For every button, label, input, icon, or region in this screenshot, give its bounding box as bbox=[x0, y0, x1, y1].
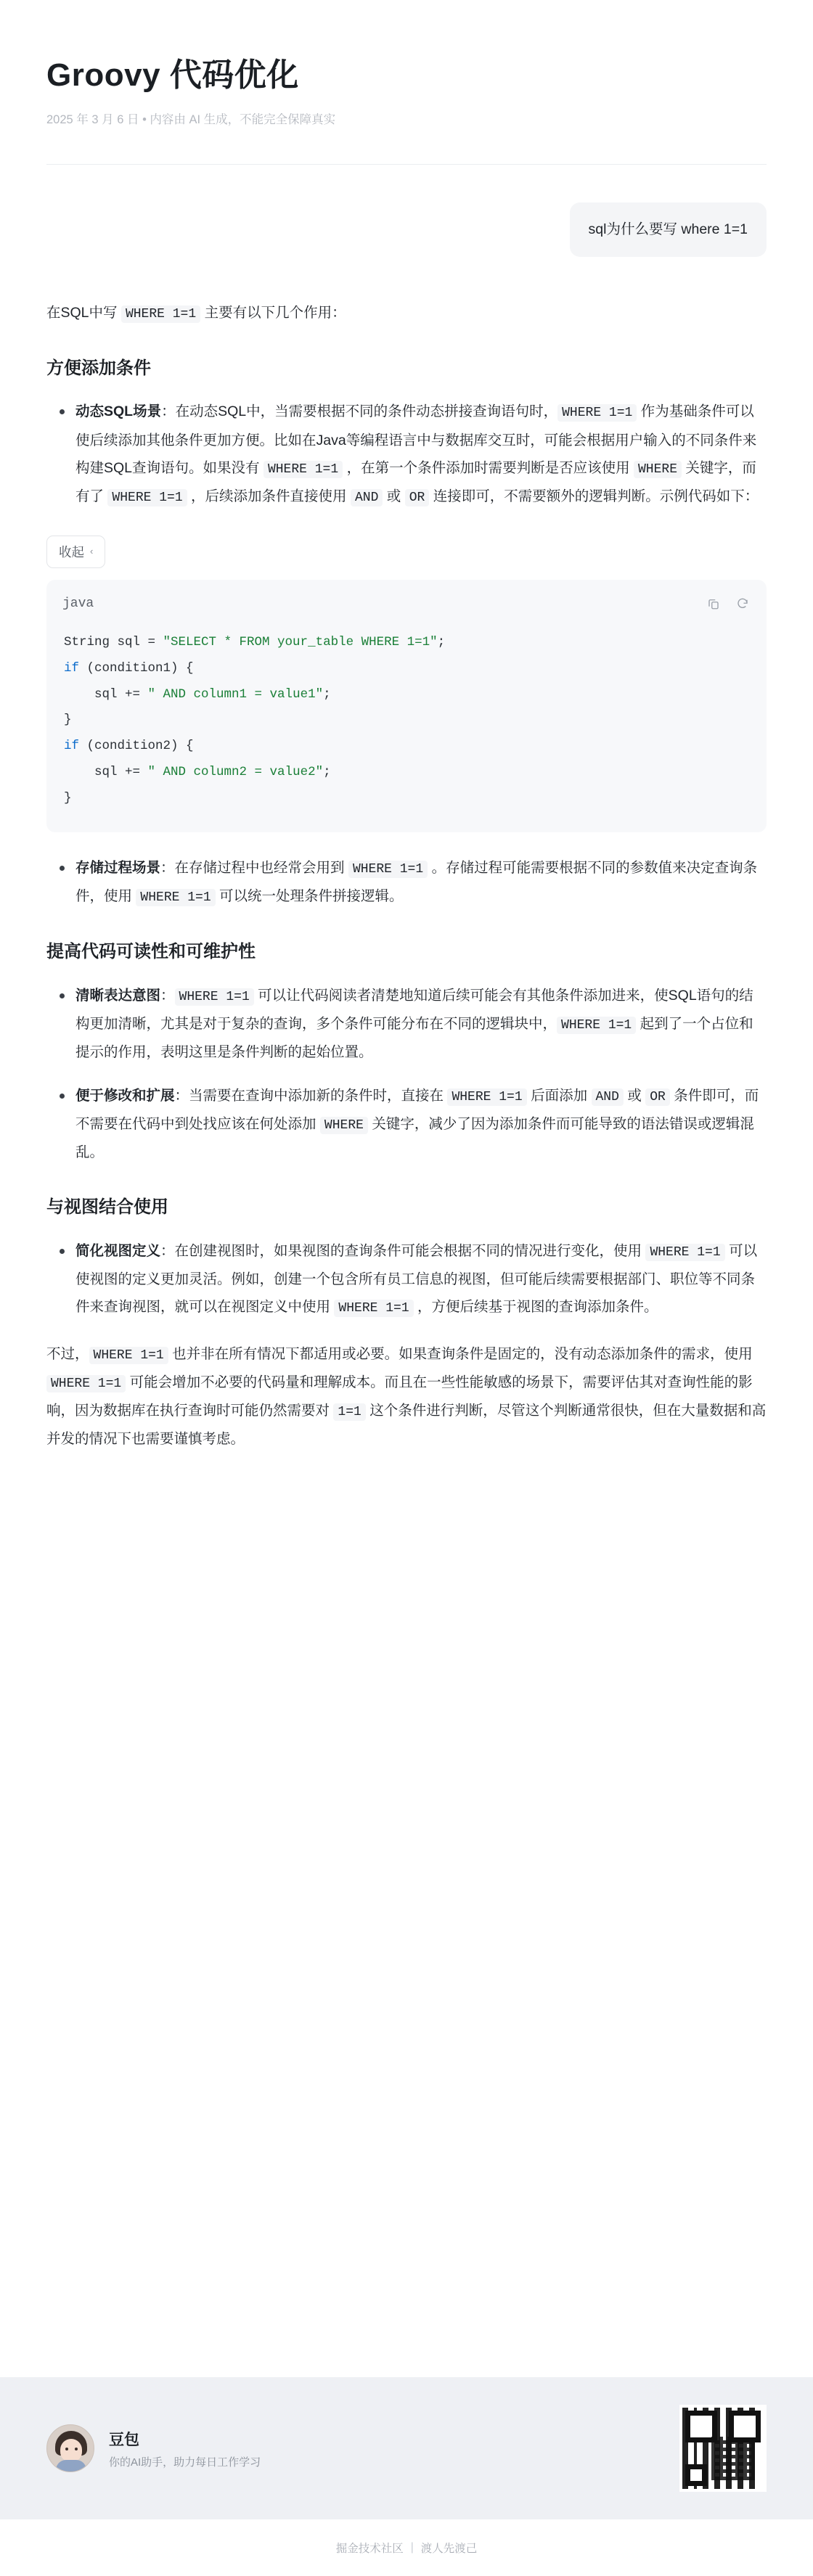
bullet-text: 起到了一个占位和提示的作用，表明这里是条件判断的起始位置。 bbox=[75, 1015, 753, 1060]
avatar bbox=[46, 2424, 94, 2472]
code-language-label: java bbox=[62, 596, 94, 611]
inline-code: WHERE 1=1 bbox=[175, 988, 254, 1006]
bullet-text: ：当需要在查询中添加新的条件时，直接在 bbox=[174, 1087, 448, 1104]
code-token: String sql = bbox=[64, 634, 163, 649]
code-token: } bbox=[64, 791, 72, 806]
bullet-title-easy-extend: 便于修改和扩展 bbox=[75, 1087, 175, 1104]
closing-text: 可能会增加不必要的代码量和理解成本。而且在一些性能敏感的场景下，需要评估其对查询性能的影响，因为数据库在执行查询时可能仍然需要对 bbox=[46, 1374, 753, 1419]
section-heading-1: 方便添加条件 bbox=[46, 358, 151, 378]
brand-text bbox=[109, 2428, 261, 2469]
bullet-text: 作为基础条件可以使后续添加其他条件更加方便。比如在Java等编程语言中与数据库交互时，可能会根据用户输入的不同条件来构建SQL查询语句。如果没有 bbox=[75, 403, 757, 476]
bullet-list-1 bbox=[46, 398, 767, 510]
code-token: "SELECT * FROM your_table WHERE 1=1" bbox=[163, 634, 438, 649]
closing-text: 也并非在所有情况下都适用或必要。如果查询条件是固定的，没有动态添加条件的需求，使用 bbox=[168, 1345, 753, 1362]
inline-code: WHERE 1=1 bbox=[107, 489, 187, 506]
code-token: " AND column1 = value1" bbox=[147, 686, 324, 702]
bullet-list-3 bbox=[46, 982, 767, 1166]
code-block-actions bbox=[706, 596, 751, 612]
header-divider bbox=[46, 164, 767, 165]
qr-code-icon[interactable] bbox=[679, 2405, 767, 2492]
brand-tagline: 你的AI助手，助力每日工作学习 bbox=[109, 2456, 261, 2469]
code-token: if bbox=[64, 660, 80, 676]
user-message-row bbox=[46, 202, 767, 257]
bullet-text: 或 bbox=[383, 488, 405, 504]
avatar-body bbox=[56, 2460, 86, 2472]
bullet-text: 关键字，而有了 bbox=[75, 459, 756, 504]
inline-code: 1=1 bbox=[333, 1403, 365, 1421]
code-token: ; bbox=[323, 765, 331, 780]
code-block-header bbox=[46, 580, 767, 623]
list-item bbox=[57, 854, 767, 911]
source-separator: | bbox=[410, 2541, 414, 2554]
code-content bbox=[46, 623, 767, 832]
bullet-text: 关键字，减少了因为添加条件而可能导致的语法错误或逻辑混乱。 bbox=[75, 1116, 754, 1161]
bullet-text: 可以让代码阅读者清楚地知道后续可能会有其他条件添加进来，使SQL语句的结构更加清晰，尤其是对于复杂的查询，多个条件可能分布在不同的逻辑块中， bbox=[75, 987, 753, 1032]
bullet-title-simplify-view: 简化视图定义 bbox=[75, 1242, 161, 1259]
bullet-title-clear-intent: 清晰表达意图 bbox=[75, 987, 161, 1004]
avatar-face bbox=[60, 2439, 82, 2462]
bullet-list-4 bbox=[46, 1237, 767, 1321]
code-token: ; bbox=[323, 686, 331, 702]
bullet-text: 连接即可，不需要额外的逻辑判断。示例代码如下： bbox=[429, 488, 759, 504]
bullet-title-dynamic-sql: 动态SQL场景 bbox=[75, 403, 162, 420]
code-token: sql += bbox=[64, 686, 148, 702]
brand-name: 豆包 bbox=[109, 2431, 139, 2448]
inline-code-where-1-1: WHERE 1=1 bbox=[121, 305, 200, 323]
bullet-text: ：在动态SQL中，当需要根据不同的条件动态拼接查询语句时， bbox=[161, 403, 558, 420]
qr-pattern bbox=[711, 2437, 755, 2480]
code-token: ; bbox=[437, 634, 446, 649]
source-site: 掘金技术社区 bbox=[335, 2543, 404, 2555]
answer-intro bbox=[46, 299, 767, 327]
avatar-eye-left bbox=[65, 2448, 68, 2450]
footer-brand-band bbox=[0, 2377, 813, 2519]
bullet-text: ，方便后续基于视图的查询添加条件。 bbox=[413, 1298, 658, 1315]
inline-code: WHERE 1=1 bbox=[348, 861, 428, 878]
brand-block bbox=[46, 2424, 261, 2472]
rerun-icon[interactable] bbox=[735, 596, 751, 612]
bullet-text: 可以统一处理条件拼接逻辑。 bbox=[215, 888, 404, 905]
inline-code: AND bbox=[351, 489, 383, 506]
code-lines bbox=[64, 635, 445, 805]
closing-text: 不过， bbox=[46, 1345, 89, 1362]
answer-closing bbox=[46, 1340, 767, 1453]
user-message-bubble: sql为什么要写 where 1=1 bbox=[570, 202, 767, 257]
list-item bbox=[57, 1082, 767, 1166]
page-title: Groovy 代码优化 bbox=[46, 57, 299, 93]
inline-code: WHERE 1=1 bbox=[645, 1244, 724, 1261]
collapse-toggle-button[interactable] bbox=[46, 536, 105, 568]
inline-code: WHERE 1=1 bbox=[447, 1088, 526, 1106]
bullet-text: ，在第一个条件添加时需要判断是否应该使用 bbox=[343, 459, 634, 476]
layout-spacer bbox=[0, 1472, 813, 2334]
inline-code: WHERE 1=1 bbox=[334, 1300, 413, 1317]
inline-code: WHERE 1=1 bbox=[136, 889, 215, 906]
chevron-up-icon: ‹ bbox=[90, 545, 94, 557]
bullet-text: 或 bbox=[623, 1087, 646, 1104]
assistant-answer bbox=[46, 299, 767, 1453]
bullet-text: 条件即可，而不需要在代码中到处找应该在何处添加 bbox=[75, 1087, 759, 1133]
intro-text-b: 主要有以下几个作用： bbox=[200, 304, 346, 321]
bullet-text: ： bbox=[160, 987, 175, 1004]
avatar-eye-right bbox=[75, 2448, 78, 2450]
section-heading-2: 提高代码可读性和可维护性 bbox=[46, 942, 256, 962]
code-token: (condition1) { bbox=[79, 660, 194, 676]
page-meta: 2025 年 3 月 6 日 • 内容由 AI 生成，不能完全保障真实 bbox=[46, 112, 336, 126]
list-item bbox=[57, 398, 767, 510]
bullet-text: 可以使视图的定义更加灵活。例如，创建一个包含所有员工信息的视图，但可能后续需要根据部门、职位等不同条件来查询视图，就可以在视图定义中使用 bbox=[75, 1242, 758, 1315]
bullet-list-2 bbox=[46, 854, 767, 911]
inline-code: WHERE 1=1 bbox=[46, 1375, 126, 1392]
inline-code: OR bbox=[405, 489, 430, 506]
inline-code: OR bbox=[645, 1088, 670, 1106]
code-block bbox=[46, 580, 767, 832]
source-attribution-bar bbox=[0, 2519, 813, 2576]
qr-finder-bottom-left bbox=[685, 2464, 707, 2486]
section-heading-3: 与视图结合使用 bbox=[46, 1197, 168, 1218]
collapse-label: 收起 bbox=[59, 544, 84, 559]
list-item bbox=[57, 982, 767, 1066]
inline-code: WHERE 1=1 bbox=[263, 461, 343, 478]
bullet-text: 后面添加 bbox=[526, 1087, 592, 1104]
bullet-text: 。存储过程可能需要根据不同的参数值来决定查询条件，使用 bbox=[75, 859, 758, 905]
list-item bbox=[57, 1237, 767, 1321]
bullet-text: ：在创建视图时，如果视图的查询条件可能会根据不同的情况进行变化，使用 bbox=[160, 1242, 646, 1259]
code-token: sql += bbox=[64, 765, 148, 780]
code-token: } bbox=[64, 713, 72, 728]
inline-code: WHERE bbox=[320, 1117, 368, 1134]
inline-code: WHERE bbox=[634, 461, 682, 478]
inline-code: WHERE 1=1 bbox=[557, 1017, 636, 1034]
bullet-text: ，后续添加条件直接使用 bbox=[187, 488, 351, 504]
source-author: 渡人先渡己 bbox=[420, 2543, 478, 2555]
inline-code: AND bbox=[592, 1088, 624, 1106]
code-token: if bbox=[64, 739, 80, 754]
closing-text: 这个条件进行判断，尽管这个判断通常很快，但在大量数据和高并发的情况下也需要谨慎考虑。 bbox=[46, 1403, 767, 1448]
inline-code: WHERE 1=1 bbox=[557, 404, 637, 422]
bullet-text: ：在存储过程中也经常会用到 bbox=[160, 859, 348, 876]
inline-code: WHERE 1=1 bbox=[89, 1347, 168, 1364]
code-token: (condition2) { bbox=[79, 739, 194, 754]
intro-text-a: 在SQL中写 bbox=[46, 304, 121, 321]
bullet-title-stored-proc: 存储过程场景 bbox=[75, 859, 161, 876]
code-token: " AND column2 = value2" bbox=[147, 765, 324, 780]
copy-icon[interactable] bbox=[706, 596, 722, 612]
